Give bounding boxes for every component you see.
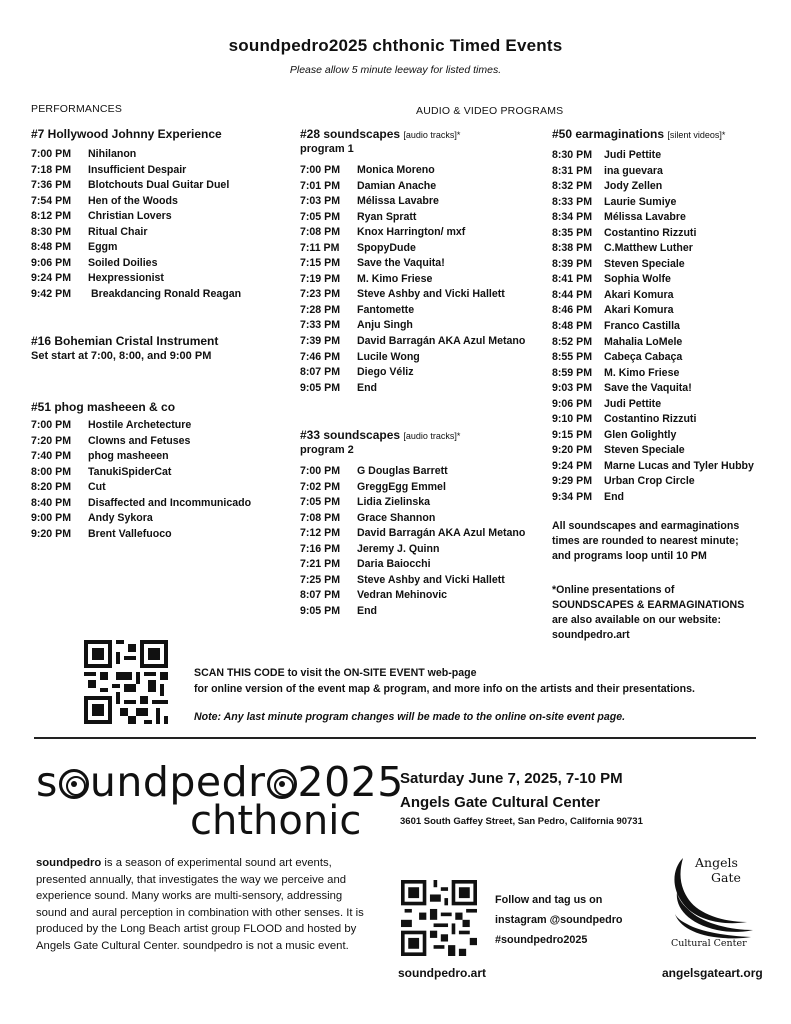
angels-gate-name-2: Gate [711,870,741,885]
event-venue: Angels Gate Cultural Center [400,794,601,811]
schedule-name: Akari Komura [604,304,674,317]
schedule-time: 9:20 PM [552,444,593,457]
schedule-time: 8:07 PM [300,589,341,602]
schedule-name: Blotchouts Dual Guitar Duel [88,179,230,192]
schedule-row [552,491,754,507]
soundpedro-link[interactable]: soundpedro.art [398,966,487,980]
schedule-row [31,450,251,466]
schedule-name: Urban Crop Circle [604,475,695,488]
schedule-time: 7:39 PM [300,335,341,348]
schedule-row [31,435,251,451]
schedule-time: 8:59 PM [552,366,593,379]
schedule-name: C.Matthew Luther [604,242,693,255]
schedule-time: 9:24 PM [552,459,593,472]
schedule-name: Eggm [88,241,118,254]
schedule-row [31,288,241,304]
schedule-row [31,466,251,482]
prog28-title-wrap [300,127,460,143]
schedule-name: Lucile Wong [357,350,420,363]
schedule-row [300,335,525,351]
schedule-time: 7:08 PM [300,511,341,524]
follow-block [495,890,623,950]
schedule-row [31,257,241,273]
divider [34,737,756,739]
schedule-row [552,460,754,476]
schedule-name: Knox Harrington/ mxf [357,226,466,239]
schedule-name: Costantino Rizzuti [604,413,697,426]
schedule-time: 8:38 PM [552,242,593,255]
schedule-time: 9:29 PM [552,475,593,488]
schedule-row [552,304,754,320]
angels-gate-cultural-center: Cultural Center [671,938,747,949]
schedule-name: Costantino Rizzuti [604,226,697,239]
schedule-row [552,413,754,429]
schedule-name: Jody Zellen [604,180,663,193]
schedule-name: Sophia Wolfe [604,273,671,286]
schedule-row [300,304,525,320]
schedule-name: Daria Baiocchi [357,558,431,571]
schedule-time: 8:30 PM [552,149,593,161]
prog50-title: #50 earmaginations [552,127,665,141]
schedule-row [300,211,525,227]
schedule-name: Ritual Chair [88,225,148,238]
schedule-time: 8:52 PM [552,335,593,348]
prog50-tag: [silent videos]* [667,130,726,140]
schedule-time: 8:07 PM [300,366,341,379]
schedule-time: 7:16 PM [300,542,341,555]
page-title: soundpedro2025 chthonic Timed Events [228,36,563,55]
schedule-time: 7:01 PM [300,179,341,192]
schedule-row [552,180,754,196]
rounding-note-line: All soundscapes and earmaginations [552,520,740,532]
schedule-time: 7:21 PM [300,558,341,571]
schedule-name: End [357,604,378,617]
schedule-row [552,336,754,352]
schedule-row [552,258,754,274]
schedule-time: 8:44 PM [552,288,593,301]
schedule-name: Franco Castilla [604,320,680,333]
schedule-row [552,382,754,398]
schedule-time: 9:20 PM [31,527,72,540]
schedule-time: 9:42 PM [31,287,72,300]
schedule-name: Steven Speciale [604,444,685,457]
schedule-time: 8:40 PM [31,496,72,509]
schedule-time: 9:15 PM [552,428,593,441]
schedule-name: Steve Ashby and Vicki Hallett [357,573,505,586]
schedule-name: Steve Ashby and Vicki Hallett [357,288,505,301]
qr-code-event[interactable] [84,640,168,724]
schedule-time: 7:00 PM [31,148,72,160]
schedule-name: Andy Sykora [88,512,153,525]
angelsgate-link[interactable]: angelsgateart.org [662,966,763,980]
schedule-row [552,227,754,243]
qr-code-website[interactable] [401,880,477,956]
event-address: 3601 South Gaffey Street, San Pedro, California 90731 [400,816,643,827]
prog33-title: #33 soundscapes [300,428,401,442]
schedule-row [300,242,525,258]
schedule-time: 8:35 PM [552,226,593,239]
schedule-row [31,210,241,226]
rounding-note-line: times are rounded to nearest minute; [552,535,739,547]
prog33-sub: program 2 [300,444,354,456]
schedule-name: End [604,491,625,504]
schedule-row [31,241,241,257]
spiral-o-icon [59,769,89,799]
brand-text-3: 2025 [297,758,404,806]
schedule-time: 7:03 PM [300,195,341,208]
schedule-name: Jeremy J. Quinn [357,542,440,555]
schedule-row [31,148,241,164]
schedule-time: 8:41 PM [552,273,593,286]
schedule-time: 7:00 PM [31,419,72,431]
schedule-time: 8:48 PM [31,241,72,254]
event-date: Saturday June 7, 2025, 7-10 PM [400,770,623,787]
schedule-time: 9:06 PM [552,397,593,410]
schedule-name: Judi Pettite [604,397,662,410]
schedule-name: Damian Anache [357,179,437,192]
schedule-time: 7:36 PM [31,179,72,192]
schedule-time: 7:18 PM [31,163,72,176]
about-body: is a season of experimental sound art events, presented annually, that investigates the way we perceive and experience sound. Many works are multi-sensory, addressing sound and aural perception in combination with other senses. It is produced by the Long Beach artist group FLOOD and hosted by Angels Gate Cultural Center. soundpedro is not a music event. [36,857,364,952]
schedule-time: 8:12 PM [31,210,72,223]
schedule-name: TanukiSpiderCat [88,465,172,478]
perf16-title: #16 Bohemian Cristal Instrument [31,334,219,348]
schedule-row [300,512,525,528]
schedule-name: Hen of the Woods [88,194,178,207]
schedule-name: M. Kimo Friese [357,272,433,285]
schedule-name: ina guevara [604,164,663,177]
angels-gate-name-1: Angels [695,855,738,870]
schedule-name: M. Kimo Friese [604,366,680,379]
schedule-name: Mélissa Lavabre [357,195,439,208]
section-performances: PERFORMANCES [31,103,123,115]
schedule-name: Breakdancing Ronald Reagan [88,287,242,300]
prog28-list [300,164,525,397]
schedule-row [552,211,754,227]
schedule-time: 7:15 PM [300,257,341,270]
schedule-time: 7:11 PM [300,241,340,254]
prog50-list [552,149,754,507]
schedule-name: Cabeça Cabaça [604,351,683,364]
scan-instructions [194,665,695,697]
schedule-time: 7:25 PM [300,573,341,586]
schedule-name: Mahalia LoMele [604,335,683,348]
spiral-o-icon [267,769,297,799]
schedule-name: Cut [88,481,106,494]
schedule-name: Hexpressionist [88,272,164,285]
schedule-name: Disaffected and Incommunicado [88,496,252,509]
rounding-note [552,519,739,564]
schedule-time: 7:23 PM [300,288,341,301]
schedule-row [552,289,754,305]
schedule-name: Anju Singh [357,319,413,332]
schedule-time: 9:05 PM [300,381,341,394]
schedule-time: 8:46 PM [552,304,593,317]
schedule-row [552,398,754,414]
schedule-row [300,481,525,497]
perf51-title: #51 phog masheeen & co [31,400,176,414]
schedule-row [31,195,241,211]
prog33-list [300,465,525,620]
schedule-time: 9:10 PM [552,413,593,426]
schedule-row [31,164,241,180]
schedule-row [552,429,754,445]
perf16-note: Set start at 7:00, 8:00, and 9:00 PM [31,350,212,362]
schedule-row [552,367,754,383]
schedule-name: Clowns and Fetuses [88,434,191,447]
schedule-time: 9:06 PM [31,256,72,269]
schedule-name: Insufficient Despair [88,163,187,176]
prog28-sub: program 1 [300,143,354,155]
brand-subtitle: chthonic [190,798,362,844]
prog28-tag: [audio tracks]* [403,130,461,140]
scan-note: Note: Any last minute program changes will be made to the online on-site event page. [194,711,626,723]
rounding-note-line: and programs loop until 10 PM [552,550,707,562]
schedule-name: Monica Moreno [357,164,435,176]
schedule-name: Judi Pettite [604,149,662,161]
schedule-row [552,242,754,258]
schedule-row [552,351,754,367]
schedule-name: Save the Vaquita! [357,257,445,270]
schedule-row [31,512,251,528]
schedule-row [552,320,754,336]
schedule-name: Marne Lucas and Tyler Hubby [604,459,754,472]
online-note-line: SOUNDSCAPES & EARMAGINATIONS [552,599,745,611]
schedule-time: 7:12 PM [300,527,341,540]
schedule-row [31,272,241,288]
schedule-name: Vedran Mehinovic [357,589,448,602]
schedule-row [300,164,525,180]
schedule-time: 8:48 PM [552,320,593,333]
scan-line-1: SCAN THIS CODE to visit the ON-SITE EVENT web-page [194,667,477,679]
schedule-time: 7:46 PM [300,350,341,363]
schedule-row [552,273,754,289]
online-note-line: *Online presentations of [552,584,675,596]
schedule-name: Ryan Spratt [357,210,417,223]
online-note-line: are also available on our website: [552,614,721,626]
schedule-time: 7:05 PM [300,496,341,509]
schedule-time: 7:20 PM [31,434,72,447]
schedule-name: David Barragán AKA Azul Metano [357,527,526,540]
schedule-name: Mélissa Lavabre [604,211,686,224]
follow-line: Follow and tag us on [495,894,603,906]
schedule-name: Nihilanon [88,148,137,160]
schedule-name: SpopyDude [357,241,416,254]
schedule-row [300,558,525,574]
schedule-row [300,589,525,605]
schedule-time: 9:03 PM [552,382,593,395]
schedule-row [300,496,525,512]
brand-text-2: undpedr [89,758,266,806]
instagram-handle[interactable]: instagram @soundpedro [495,914,623,926]
schedule-row [300,288,525,304]
schedule-row [300,257,525,273]
schedule-row [300,605,525,621]
schedule-time: 9:34 PM [552,491,593,504]
schedule-row [300,226,525,242]
hashtag[interactable]: #soundpedro2025 [495,934,588,946]
schedule-time: 9:24 PM [31,272,72,285]
schedule-row [300,366,525,382]
schedule-row [552,196,754,212]
schedule-row [552,165,754,181]
schedule-time: 8:55 PM [552,351,593,364]
schedule-row [31,481,251,497]
prog50-title-wrap [552,127,725,143]
online-note-link[interactable]: soundpedro.art [552,629,630,641]
about-lead: soundpedro [36,857,102,869]
schedule-time: 7:05 PM [300,210,341,223]
online-note [552,583,744,643]
prog33-tag: [audio tracks]* [403,431,461,441]
page-subtitle: Please allow 5 minute leeway for listed times. [289,64,502,76]
section-av-programs: AUDIO & VIDEO PROGRAMS [416,105,564,117]
schedule-row [31,497,251,513]
schedule-time: 7:19 PM [300,272,341,285]
schedule-row [552,444,754,460]
schedule-name: Lidia Zielinska [357,496,431,509]
schedule-row [552,475,754,491]
schedule-name: Soiled Doilies [88,256,158,269]
schedule-name: Grace Shannon [357,511,436,524]
schedule-time: 7:54 PM [31,194,72,207]
schedule-name: Hostile Archetecture [88,419,192,431]
schedule-name: Save the Vaquita! [604,382,692,395]
schedule-name: G Douglas Barrett [357,465,448,477]
schedule-row [31,419,251,435]
schedule-name: Diego Véliz [357,366,414,379]
schedule-time: 8:30 PM [31,225,72,238]
schedule-time: 7:28 PM [300,303,341,316]
brand-text-1: s [36,758,58,806]
schedule-time: 9:05 PM [300,604,341,617]
schedule-row [300,382,525,398]
schedule-name: Steven Speciale [604,257,685,270]
schedule-row [300,574,525,590]
schedule-row [300,180,525,196]
schedule-time: 7:40 PM [31,450,72,463]
schedule-time: 8:33 PM [552,195,593,208]
schedule-row [300,195,525,211]
schedule-name: Christian Lovers [88,210,172,223]
schedule-name: phog masheeen [88,450,169,463]
prog28-title: #28 soundscapes [300,127,401,141]
schedule-name: David Barragán AKA Azul Metano [357,335,526,348]
schedule-name: Akari Komura [604,288,674,301]
schedule-row [300,527,525,543]
schedule-time: 7:00 PM [300,465,341,477]
schedule-time: 9:00 PM [31,512,72,525]
schedule-row [31,179,241,195]
schedule-name: End [357,381,378,394]
schedule-time: 8:32 PM [552,180,593,193]
schedule-row [300,273,525,289]
schedule-time: 7:02 PM [300,480,341,493]
about-text [36,855,366,954]
schedule-time: 8:31 PM [552,164,593,177]
schedule-time: 7:08 PM [300,226,341,239]
schedule-name: GreggEgg Emmel [357,480,446,493]
schedule-row [300,351,525,367]
schedule-row [300,543,525,559]
perf7-title: #7 Hollywood Johnny Experience [31,127,222,141]
schedule-time: 7:00 PM [300,164,341,176]
perf7-list [31,148,241,303]
schedule-name: Fantomette [357,303,415,316]
schedule-row [552,149,754,165]
schedule-name: Glen Golightly [604,428,677,441]
schedule-row [300,465,525,481]
schedule-time: 8:20 PM [31,481,72,494]
perf51-list [31,419,251,543]
schedule-time: 8:39 PM [552,257,593,270]
scan-line-2: for online version of the event map & program, and more info on the artists and their presentations. [194,683,695,695]
schedule-row [31,226,241,242]
schedule-name: Brent Vallefuoco [88,527,172,540]
schedule-time: 8:34 PM [552,211,593,224]
schedule-name: Laurie Sumiye [604,195,677,208]
schedule-row [31,528,251,544]
schedule-time: 7:33 PM [300,319,341,332]
prog33-title-wrap [300,428,460,444]
schedule-time: 8:00 PM [31,465,72,478]
schedule-row [300,319,525,335]
